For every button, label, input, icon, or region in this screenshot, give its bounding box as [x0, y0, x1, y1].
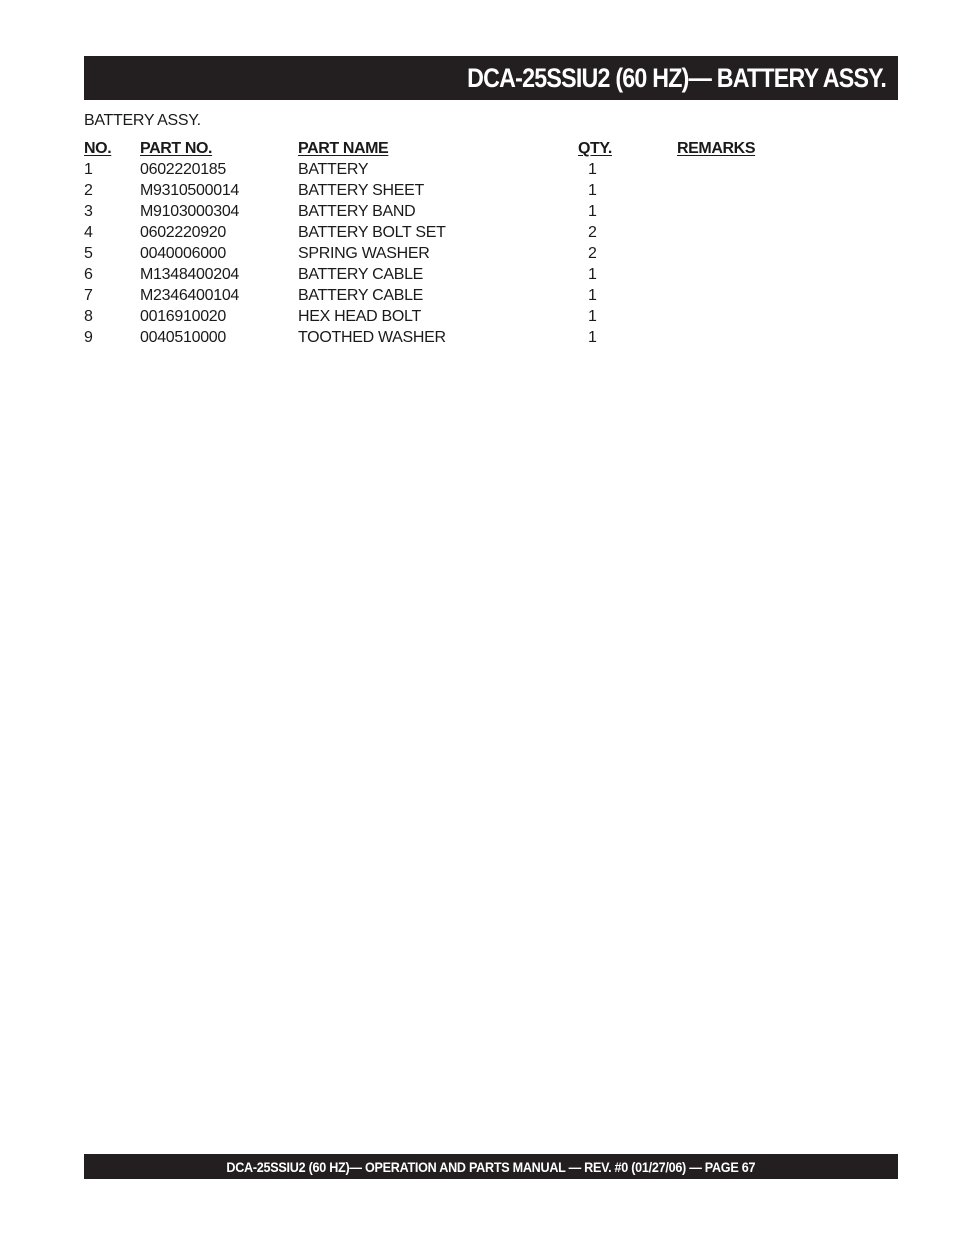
cell-no: 2 — [84, 182, 93, 199]
table-row — [84, 181, 784, 202]
table-row — [84, 223, 784, 244]
cell-part-no: 0040006000 — [140, 245, 226, 262]
cell-part-name: BATTERY BOLT SET — [298, 224, 446, 241]
cell-no: 4 — [84, 224, 93, 241]
page-footer-bar — [84, 1154, 898, 1179]
cell-part-no: 0602220185 — [140, 161, 226, 178]
cell-qty: 2 — [588, 224, 597, 241]
table-row — [84, 286, 784, 307]
table-row — [84, 202, 784, 223]
column-header-qty: QTY. — [578, 140, 612, 157]
table-row — [84, 160, 784, 181]
page-footer-text: DCA-25SSIU2 (60 HZ)— OPERATION AND PARTS MANUAL — REV. #0 (01/27/06) — PAGE 67 — [226, 1158, 756, 1175]
cell-part-no: M2346400104 — [140, 287, 240, 304]
parts-table — [84, 139, 784, 349]
cell-part-name: BATTERY BAND — [298, 203, 416, 220]
cell-no: 9 — [84, 329, 93, 346]
cell-part-name: SPRING WASHER — [298, 245, 430, 262]
cell-part-name: TOOTHED WASHER — [298, 329, 446, 346]
cell-qty: 2 — [588, 245, 597, 262]
column-header-no: NO. — [84, 140, 112, 157]
column-header-part-no: PART NO. — [140, 140, 213, 157]
cell-part-no: 0040510000 — [140, 329, 226, 346]
cell-qty: 1 — [588, 266, 597, 283]
cell-qty: 1 — [588, 203, 597, 220]
cell-no: 6 — [84, 266, 93, 283]
cell-no: 5 — [84, 245, 93, 262]
cell-no: 3 — [84, 203, 93, 220]
table-row — [84, 307, 784, 328]
section-title: BATTERY ASSY. — [84, 112, 201, 129]
table-row — [84, 265, 784, 286]
cell-qty: 1 — [588, 287, 597, 304]
cell-part-no: M9103000304 — [140, 203, 240, 220]
cell-part-no: 0016910020 — [140, 308, 226, 325]
cell-no: 8 — [84, 308, 93, 325]
table-header-row — [84, 139, 784, 160]
cell-part-no: M9310500014 — [140, 182, 240, 199]
cell-qty: 1 — [588, 182, 597, 199]
cell-part-name: BATTERY SHEET — [298, 182, 424, 199]
cell-part-name: BATTERY — [298, 161, 369, 178]
cell-qty: 1 — [588, 329, 597, 346]
column-header-part-name: PART NAME — [298, 140, 389, 157]
cell-no: 7 — [84, 287, 93, 304]
page-header-bar — [84, 56, 898, 100]
cell-part-no: M1348400204 — [140, 266, 240, 283]
cell-no: 1 — [84, 161, 93, 178]
cell-part-name: BATTERY CABLE — [298, 287, 424, 304]
cell-part-no: 0602220920 — [140, 224, 226, 241]
column-header-remarks: REMARKS — [677, 140, 756, 157]
cell-qty: 1 — [588, 308, 597, 325]
table-row — [84, 328, 784, 349]
cell-part-name: BATTERY CABLE — [298, 266, 424, 283]
cell-part-name: HEX HEAD BOLT — [298, 308, 421, 325]
cell-qty: 1 — [588, 161, 597, 178]
page-title: DCA-25SSIU2 (60 HZ)— BATTERY ASSY. — [467, 62, 886, 93]
table-row — [84, 244, 784, 265]
